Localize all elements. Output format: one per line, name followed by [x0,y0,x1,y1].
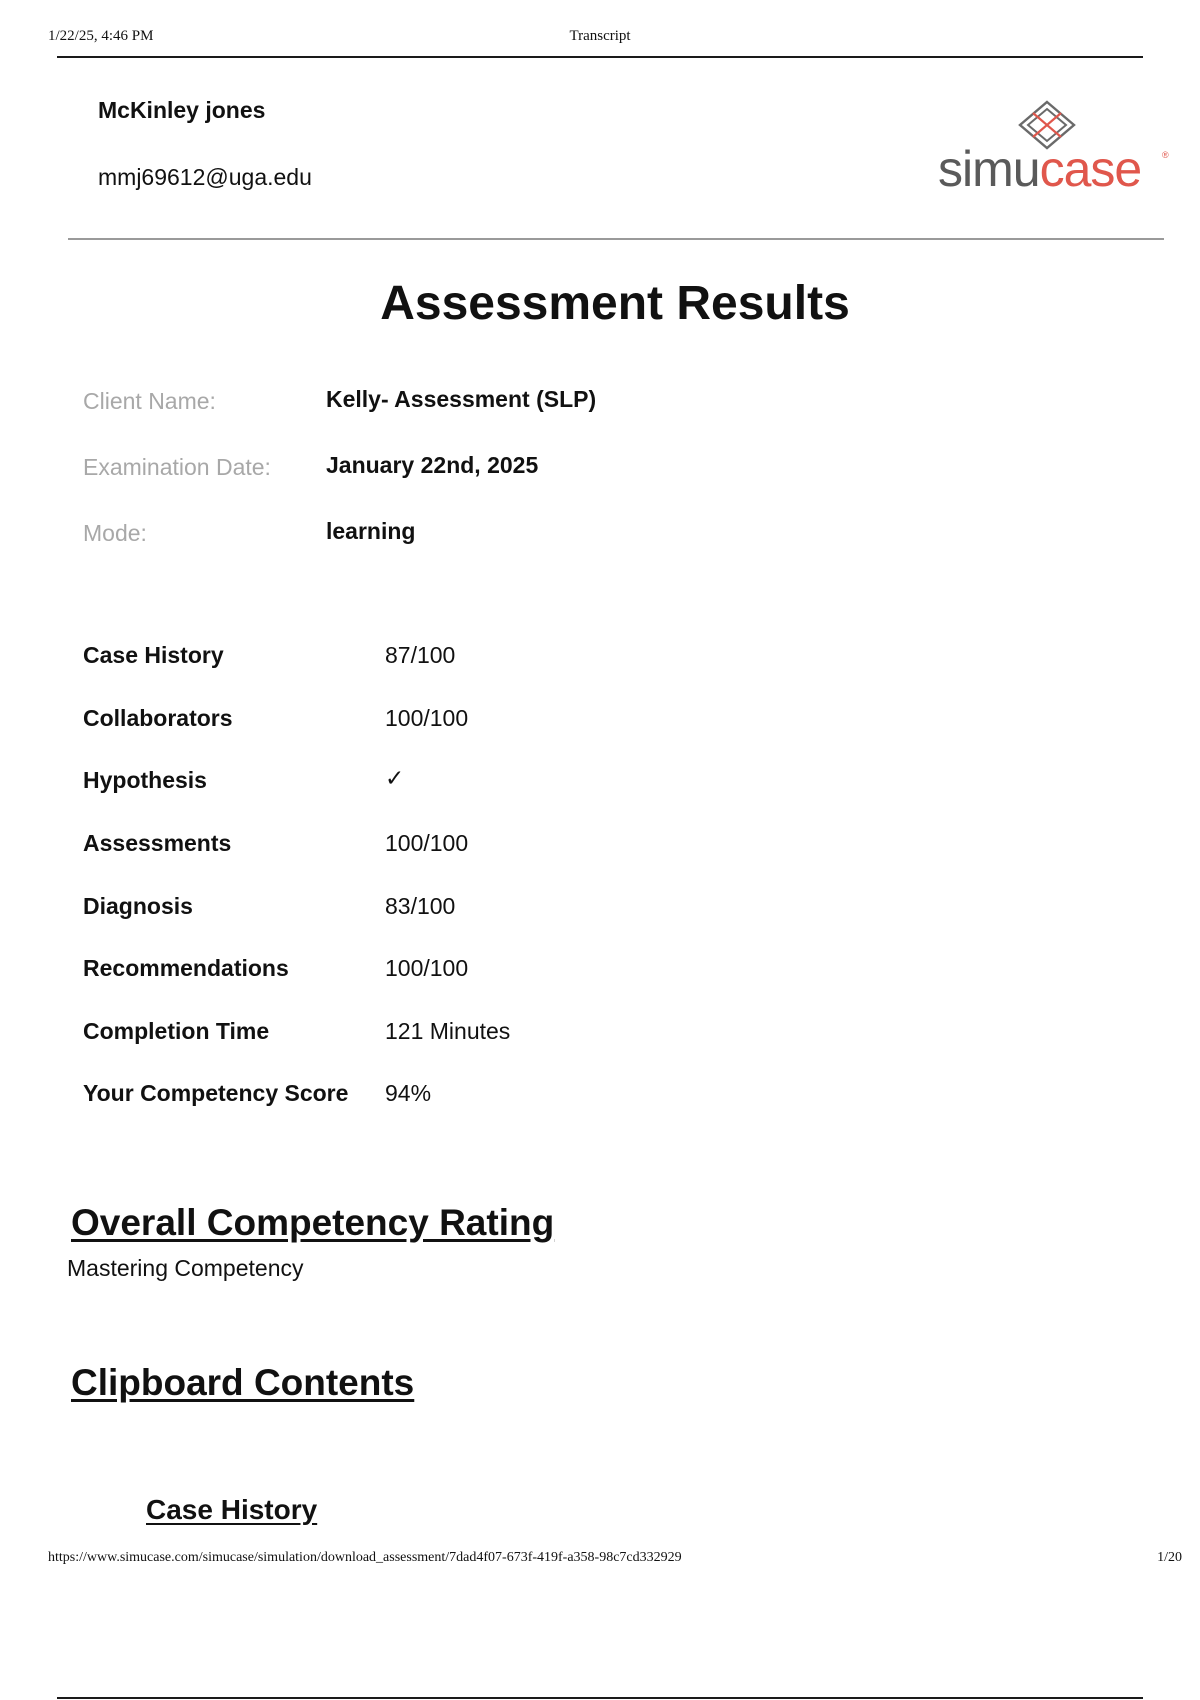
logo-text-simu: simu [938,141,1040,197]
score-label-collaborators: Collaborators [83,705,233,731]
overall-rating-heading: Overall Competency Rating [71,1202,555,1243]
score-label-assessments: Assessments [83,830,232,856]
top-divider [57,56,1143,58]
page-title: Assessment Results [380,277,850,330]
score-value-recommendations: 100/100 [385,955,469,981]
score-value-case-history: 87/100 [385,642,456,668]
user-name: McKinley jones [98,97,266,123]
print-url: https://www.simucase.com/simucase/simulation/download_assessment/7dad4f07-673f-419f-a358-98c7cd332929 [48,1550,682,1565]
score-label-case-history: Case History [83,642,224,668]
score-label-hypothesis: Hypothesis [83,767,207,793]
score-label-competency-score: Your Competency Score [83,1080,349,1106]
registered-mark: ® [1162,150,1169,160]
print-header [48,28,1152,46]
client-name-value: Kelly- Assessment (SLP) [326,386,597,412]
score-value-completion-time: 121 Minutes [385,1018,511,1044]
print-date: 1/22/25, 4:46 PM [48,28,154,44]
client-name-label: Client Name: [83,388,216,414]
score-value-competency-score: 94% [385,1080,432,1106]
mode-label: Mode: [83,520,147,546]
page-number: 1/20 [1157,1550,1182,1565]
overall-rating-value: Mastering Competency [67,1255,304,1281]
examination-date-value: January 22nd, 2025 [326,452,539,478]
logo-text-case: case [1039,141,1142,197]
bottom-divider [57,1697,1143,1699]
simucase-logo [938,100,1168,196]
clipboard-heading: Clipboard Contents [71,1362,415,1403]
user-email: mmj69612@uga.edu [98,164,312,190]
score-value-assessments: 100/100 [385,830,469,856]
examination-date-label: Examination Date: [83,454,271,480]
score-label-diagnosis: Diagnosis [83,893,193,919]
print-document-title: Transcript [569,28,631,44]
score-value-hypothesis-check-icon: ✓ [385,765,405,791]
score-label-completion-time: Completion Time [83,1018,270,1044]
logo-wordmark [938,141,1142,197]
score-value-collaborators: 100/100 [385,705,469,731]
score-label-recommendations: Recommendations [83,955,289,981]
header-divider [68,238,1164,240]
mode-value: learning [326,518,416,544]
score-value-diagnosis: 83/100 [385,893,456,919]
case-history-subheading: Case History [146,1494,318,1525]
print-footer [48,1550,1182,1568]
